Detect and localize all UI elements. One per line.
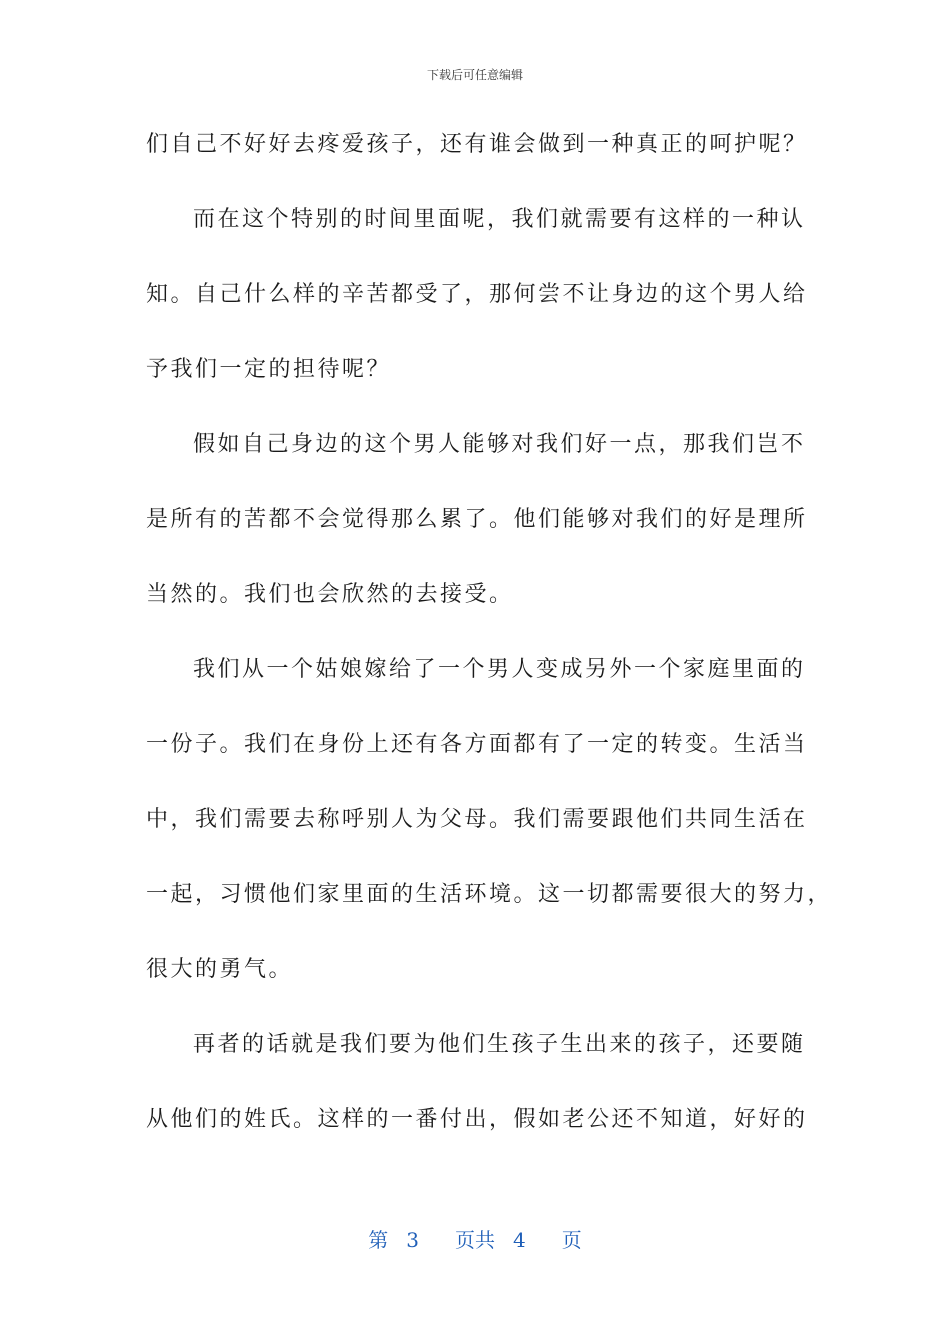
text-line: 是所有的苦都不会觉得那么累了。他们能够对我们的好是理所 <box>146 507 808 532</box>
text-line: 再者的话就是我们要为他们生孩子生出来的孩子，还要随 <box>193 1032 806 1057</box>
text-line: 而在这个特别的时间里面呢，我们就需要有这样的一种认 <box>193 207 806 232</box>
page-label-prefix: 第 <box>368 1228 389 1252</box>
text-line: 一份子。我们在身份上还有各方面都有了一定的转变。生活当 <box>146 732 808 757</box>
text-line: 假如自己身边的这个男人能够对我们好一点，那我们岂不 <box>193 432 806 457</box>
text-line: 从他们的姓氏。这样的一番付出，假如老公还不知道，好好的 <box>146 1107 808 1132</box>
document-body <box>146 118 833 1168</box>
text-line: 中，我们需要去称呼别人为父母。我们需要跟他们共同生活在 <box>146 807 808 832</box>
text-line: 很大的勇气。 <box>146 957 294 982</box>
text-line: 我们从一个姑娘嫁给了一个男人变成另外一个家庭里面的 <box>193 657 806 682</box>
total-pages-number: 4 <box>513 1228 526 1252</box>
page-footer <box>0 1224 950 1253</box>
page-label-suffix: 页 <box>561 1228 582 1252</box>
page-header: 下载后可任意编辑 <box>426 68 523 82</box>
page-label-mid: 页共 <box>455 1228 495 1252</box>
current-page-number: 3 <box>406 1228 419 1252</box>
text-line: 予我们一定的担待呢？ <box>146 357 392 382</box>
text-line: 知。自己什么样的辛苦都受了，那何尝不让身边的这个男人给 <box>146 282 808 307</box>
text-line: 当然的。我们也会欣然的去接受。 <box>146 582 514 607</box>
text-line: 们自己不好好去疼爱孩子，还有谁会做到一种真正的呵护呢？ <box>146 132 808 157</box>
text-line: 一起，习惯他们家里面的生活环境。这一切都需要很大的努力， <box>146 882 833 907</box>
